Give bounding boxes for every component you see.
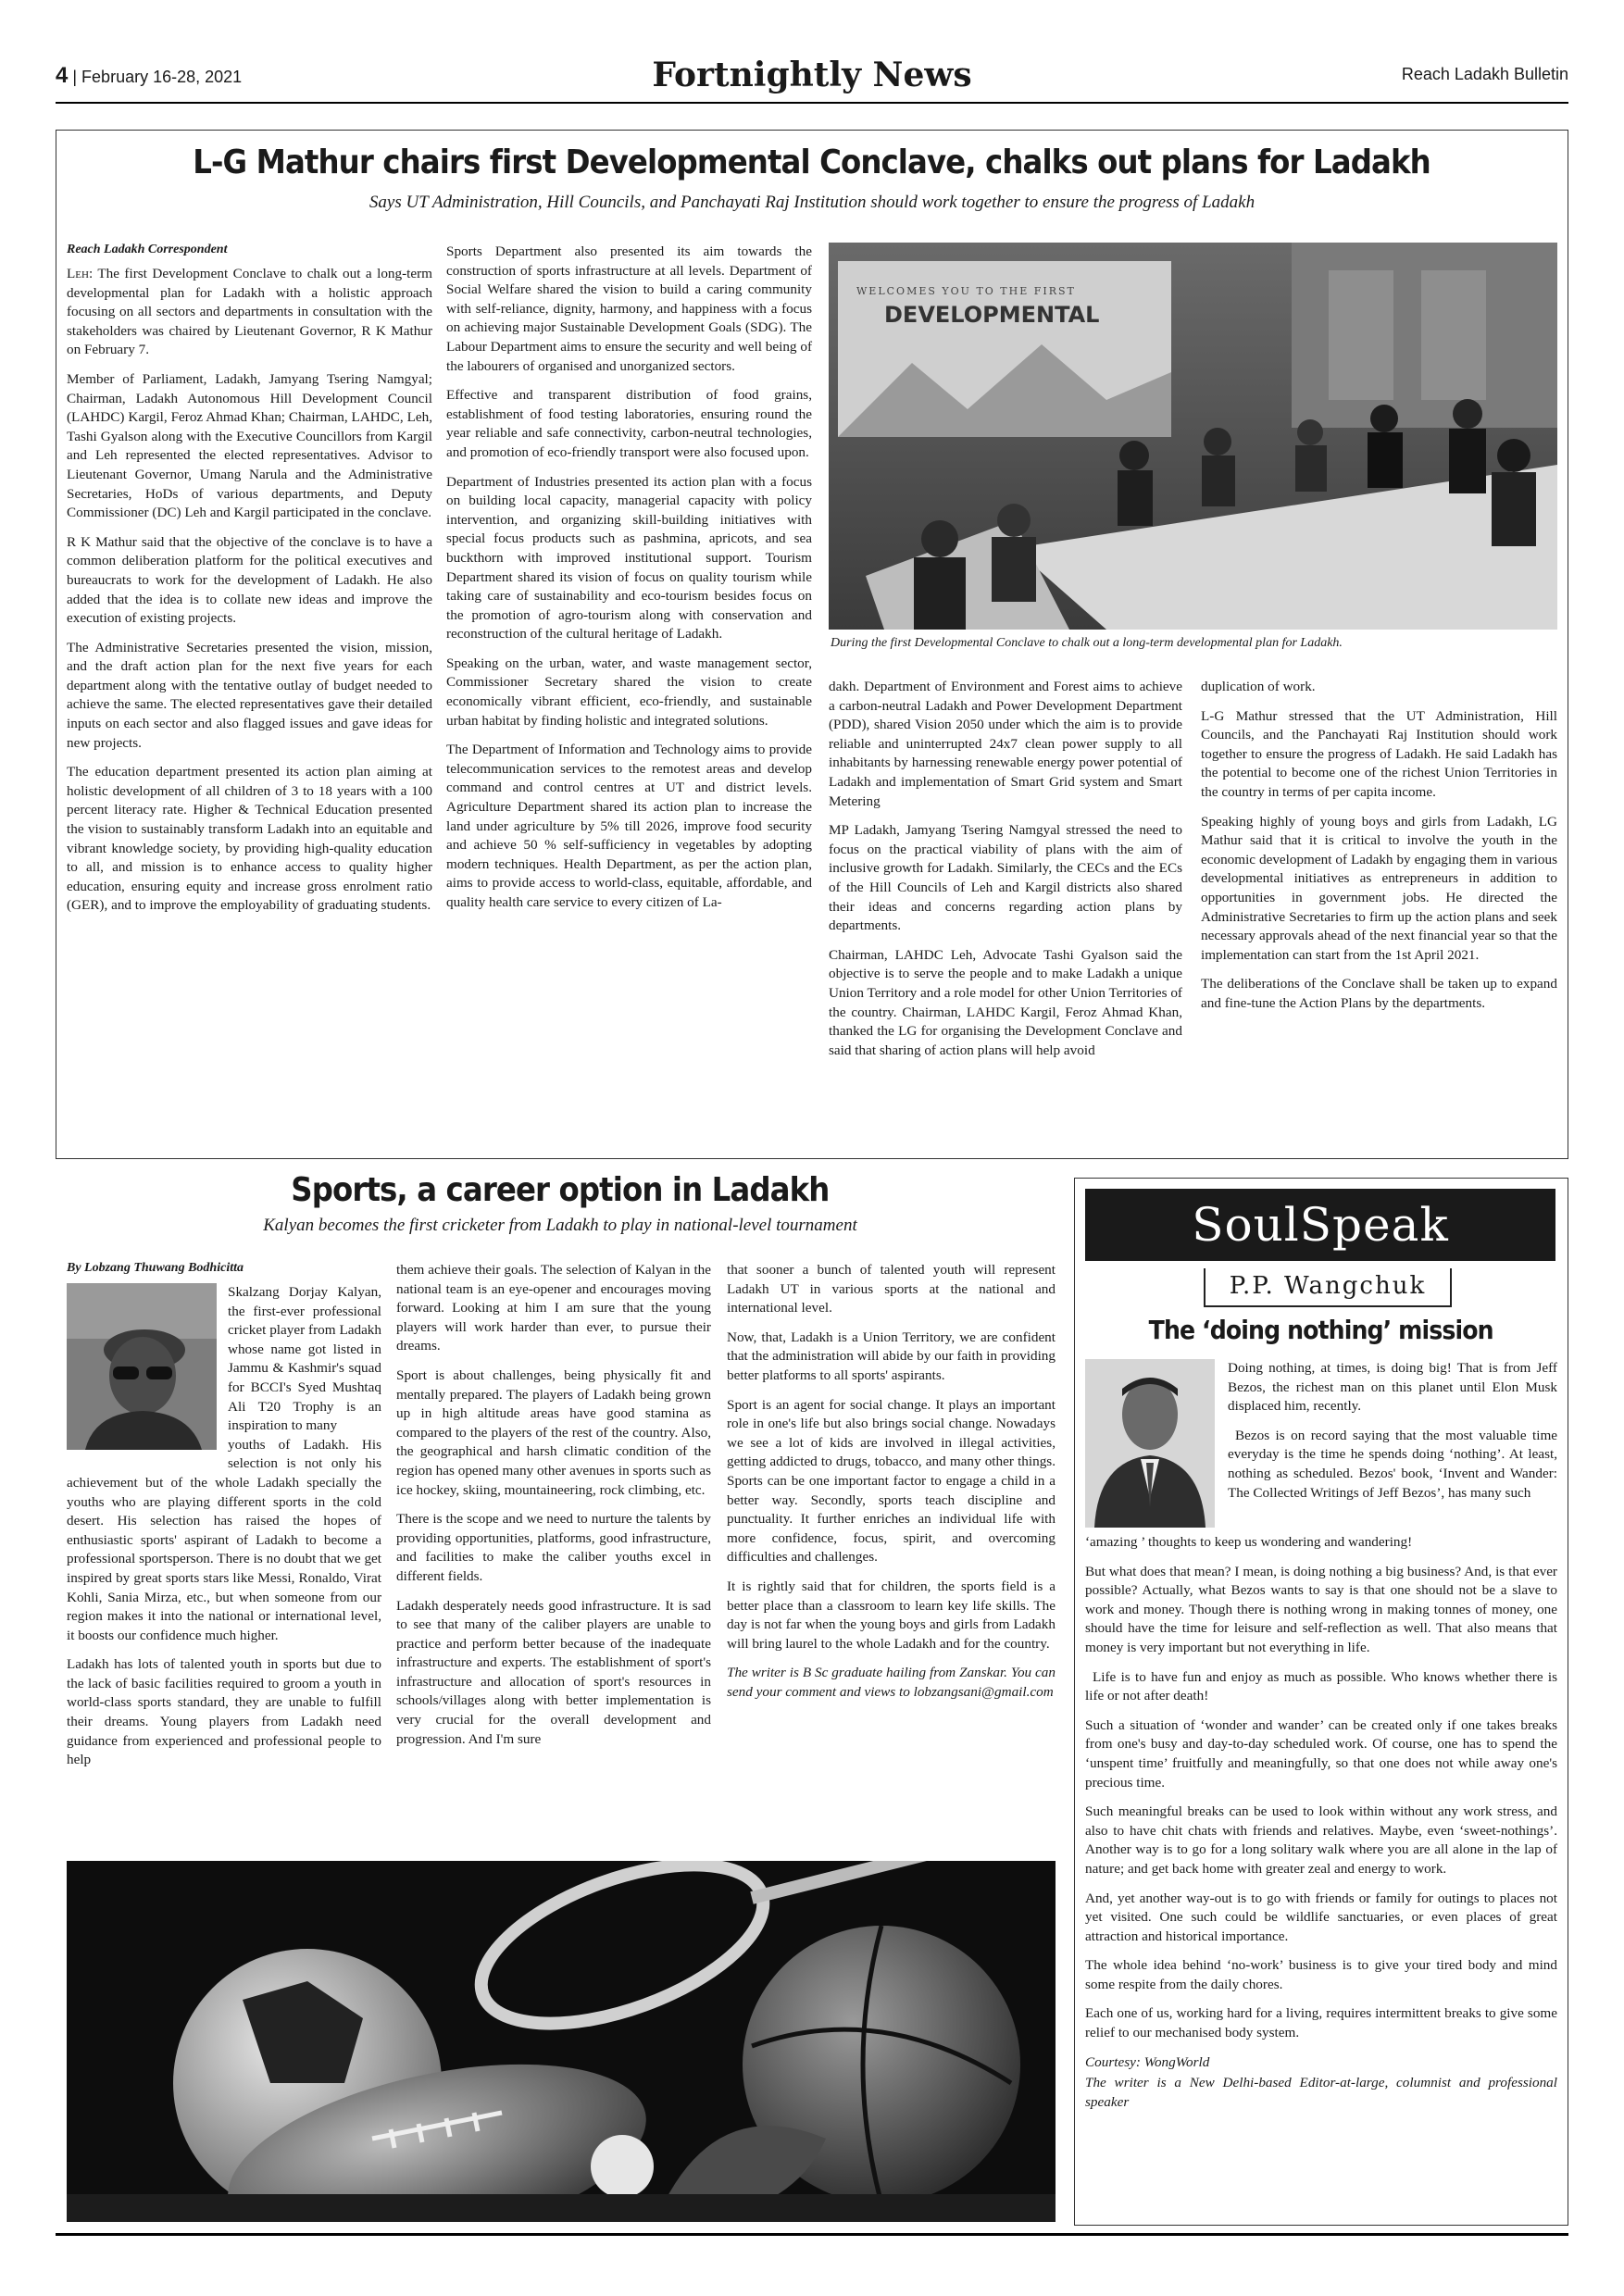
soulspeak-writer-note: The writer is a New Delhi-based Editor-at-large, columnist and professional speaker: [1085, 2075, 1557, 2110]
lead-byline: Reach Ladakh Correspondent: [67, 243, 228, 256]
sports-equipment-photo: [67, 1861, 1056, 2222]
sports-headline: Sports, a career option in Ladakh: [291, 1171, 830, 1209]
lead-para: duplication of work.: [1201, 679, 1316, 694]
sports-headline-wrap: [56, 1171, 1065, 1209]
lead-para: The Department of Information and Technology aims to provide telecommunication services to the remotest areas and develop command and control centres at UT and district levels. Agriculture Department shared its action plan to increase the land under agriculture by 5% till 2026, improve food security and achieve 50 % self-sufficiency in vegetables by adopting modern techniques. Health Department, as per the action plan, aims to provide access to world-class, equitable, affordable, and quality health care service to every citizen of La-: [446, 742, 812, 910]
page-header: [56, 56, 1568, 98]
soulspeak-title-wrap: [1074, 1315, 1568, 1345]
sports-para: youths of Ladakh. His selection is not only his achievement but of the whole Ladakh specially the youths who are playing different sports in the cold desert. His selection has raised the hopes of enthusiastic sports' aspirant of Ladakh to become a professional sportsperson. There is no doubt that we get inspired by great sports stars like Messi, Ronaldo, Virat Kohli, Sania Mirza, etc., but when someone from our region makes it into the national or international level, it boosts our confidence much higher.: [67, 1436, 381, 1643]
sports-equipment-art: [67, 1861, 1056, 2222]
lead-para: Effective and transparent distribution of food grains, establishment of food testing laboratories, ensuring round the year reliable and safe connectivity, carbon-neutral technologies, and promotion of eco-friendly transport were also focused upon.: [446, 387, 812, 460]
banner-big-text: DEVELOPMENTAL: [884, 302, 1100, 328]
page-number: 4: [56, 63, 69, 88]
soulspeak-para: Such meaningful breaks can be used to look within without any work stress, and also to have chit chats with friends and relatives. Maybe, even ‘sweet-nothings’. Another way is to go for a long solitary walk where you are all alone in the lap of nature; and get back home with greater zeal and energy to work.: [1085, 1803, 1557, 1877]
sports-para: There is the scope and we need to nurture the talents by providing opportunities, platforms, good infrastructure, and facilities to make the caliber youths excel in different fields.: [396, 1511, 711, 1584]
lead-subhead: Says UT Administration, Hill Councils, and Panchayati Raj Institution should work together to ensure the progress of Ladakh: [369, 193, 1255, 212]
lead-para: dakh. Department of Environment and Forest aims to achieve a carbon-neutral Ladakh and Power Development Department (PDD), shared Vision 2050 under which the aim is to provide reliable and uninterrupted 24x7 clean power supply to all inhabitants by harnessing renewable energy power potential of Ladakh and implementation of Smart Grid system and Smart Metering: [829, 679, 1182, 809]
sports-wrap-para: Skalzang Dorjay Kalyan, the first-ever professional cricket player from Ladakh whose name got listed in Jammu & Kashmir's squad for BCCI's Syed Mushtaq Ali T20 Trophy is an inspiration to many: [228, 1284, 381, 1434]
conclave-photo: [829, 243, 1557, 630]
lead-para: Speaking highly of young boys and girls from Ladakh, LG Mathur said that it is critical to involve the youth in the economic development of Ladakh by engaging them in various developmental initiatives as entrepreneurs in addition to opportunities in government jobs. He directed the Administrative Secretaries to firm up the action plans and seek necessary approvals ahead of the next financial year so that the implementation can start from the 1st April 2021.: [1201, 813, 1557, 963]
lead-headline-wrap: [56, 144, 1568, 181]
soulspeak-para: ‘amazing ’ thoughts to keep us wondering and wandering!: [1085, 1534, 1413, 1550]
dateline: Leh:: [67, 266, 94, 281]
soulspeak-courtesy: Courtesy: WongWorld: [1085, 2053, 1210, 2070]
publication-name: Reach Ladakh Bulletin: [1401, 65, 1568, 83]
kalyan-portrait: [67, 1283, 217, 1450]
soulspeak-para: But what does that mean? I mean, is doing nothing a big business? And, is that ever possible? Actually, what Bezos wants to say is that one should not be a slave to work and money. Though there is nothing wrong in making tonnes of money, one should have the time for leisure and self-reflection as well. That also means that money is very important but not everything in life.: [1085, 1563, 1557, 1655]
sports-para: It is rightly said that for children, the sports field is a better place than a classroom to learn key life skills. The day is not far when the young boys and girls from Ladakh will bring laurel to the whole Ladakh and for the country.: [727, 1578, 1056, 1652]
soulspeak-wrap-para: Doing nothing, at times, is doing big! That is from Jeff Bezos, the richest man on this planet until Elon Musk displaced him, recently.: [1228, 1360, 1557, 1415]
sports-para: Now, that, Ladakh is a Union Territory, we are confident that the administration will abide by our faith in providing better platforms to all sports' aspirants.: [727, 1329, 1056, 1383]
sports-col-2: [396, 1261, 711, 1759]
lead-para: Department of Industries presented its action plan with a focus on building local capacity, managerial capacity with policy intervention, and organizing skill-building initiatives with special focus products such as pashmina, apricots, and sea buckthorn with improved institutional support. Tourism Department shared its vision of focus on quality tourism while taking care of sustainability and eco-tourism besides focus on the promotion of agro-tourism along with conservation and reconstruction of the cultural heritage of Ladakh.: [446, 473, 812, 643]
soulspeak-para: Life is to have fun and enjoy as much as possible. Who knows whether there is life or not after death!: [1085, 1668, 1557, 1704]
sports-para: them achieve their goals. The selection of Kalyan in the national team is an eye-opener and encourages moving forward. Looking at him I am sure that the young players will work harder than ever, to pursue their dreams.: [396, 1262, 711, 1354]
sports-para: Ladakh desperately needs good infrastructure. It is sad to see that many of the caliber players are unable to practice and perform better because of the inadequate infrastructure and experts. The establishment of sport's infrastructure and allocation of sport's resources in schools/villages along with better implementation is very crucial for the overall development and progression. And I'm sure: [396, 1597, 711, 1747]
lead-col-2: [446, 243, 812, 923]
sports-subhead: Kalyan becomes the first cricketer from Ladakh to play in national-level tournament: [263, 1216, 857, 1235]
lead-para: R K Mathur said that the objective of the conclave is to have a common deliberation platform for the political executives and bureaucrats to work for the development of Ladakh. He also added that the idea is to collate new ideas and improve the execution of existing projects.: [67, 533, 432, 627]
lead-para: The education department presented its action plan aiming at holistic development of all children of 3 to 18 years with a 100 percent literacy rate. Higher & Technical Education presented the vision to sustainably transform Ladakh into an equitable and vibrant knowledge society, by providing high-quality education to all, and mission is to enhance access to quality higher education, ensuring equity and increase gross enrolment ratio (GER), and to improve the employability of graduating students.: [67, 764, 432, 914]
sports-col-1: [67, 1261, 381, 1780]
soulspeak-para: The whole idea behind ‘no-work’ business is to give your tired body and mind some respite from the daily chores.: [1085, 1957, 1557, 1992]
lead-col-1: [67, 243, 432, 926]
lead-para: Member of Parliament, Ladakh, Jamyang Tsering Namgyal; Chairman, Ladakh Autonomous Hill Development Council (LAHDC) Kargil, Feroz Ahmad Khan; Chairman, LAHDC, Leh, Tashi Gyalson along with the Executive Councillors from Kargil and Leh represented the elected representatives. Advisor to Lieutenant Governor, Umang Narula and the Administrative Secretaries, HoDs of various departments, and Deputy Commissioner (DC) Leh and Kargil participated in the conclave.: [67, 370, 432, 521]
lead-para: Sports Department also presented its aim towards the construction of sports infrastructure at all levels. Department of Social Welfare shared the vision to build a caring community with self-reliance, dignity, harmony, and happiness with a focus on achieving major Sustainable Development Goals (SDG). The Labour Department aims to ensure the security and well being of the labourers of organised and unorganized sectors.: [446, 243, 812, 374]
sports-para: that sooner a bunch of talented youth will represent Ladakh UT in various sports at the national and international level.: [727, 1262, 1056, 1316]
footer-rule: [56, 2233, 1568, 2236]
soulspeak-title: The ‘doing nothing’ mission: [1148, 1315, 1494, 1345]
issue-date: | February 16-28, 2021: [72, 68, 243, 86]
header-rule: [56, 102, 1568, 104]
sports-para: Sport is an agent for social change. It plays an important role in one's life but also brings social change. Nowadays we see a lot of kids are involved in illegal activities, getting addicted to drugs, tobacco, and many other things. Sports can be one important factor to engage a child in a better way. Secondly, sports teach discipline and punctuality. It further enriches an individual life with more confidence, focus, spirit, and overcoming difficulties and challenges.: [727, 1396, 1056, 1566]
conclave-photo-caption: During the first Developmental Conclave to chalk out a long-term developmental plan for Ladakh.: [831, 636, 1343, 650]
lead-para: MP Ladakh, Jamyang Tsering Namgyal stressed the need to focus on the practical viability of plans with the aim of inclusive growth for Ladakh. Similarly, the CECs and the ECs of the Hill Councils of Leh and Kargil districts also shared their ideas and concerns regarding action plans by departments.: [829, 822, 1182, 934]
lead-headline: L-G Mathur chairs first Developmental Conclave, chalks out plans for Ladakh: [193, 144, 1431, 181]
sports-col-3: [727, 1261, 1056, 1712]
conclave-photo-art: [829, 243, 1557, 630]
sports-writer-note: The writer is B Sc graduate hailing from Zanskar. You can send your comment and views to lobzangsani@gmail.com: [727, 1665, 1056, 1700]
lead-para: L-G Mathur stressed that the UT Administration, Hill Councils, and the Panchayati Raj Institution should work together to ensure the progress of Ladakh. He said Ladakh has the potential to become one of the richest Union Territories in the country in terms of per capita income.: [1201, 707, 1557, 800]
sports-para: Sport is about challenges, being physically fit and mentally prepared. The players of Ladakh being grown up in high altitude areas have good stamina as compared to the players of the rest of the country. Also, the geographical and harsh climatic condition of the region has opened many other avenues in sports such as ice hockey, skiing, mountaineering, rock climbing, etc.: [396, 1366, 711, 1498]
soulspeak-author: P.P. Wangchuk: [1204, 1268, 1452, 1307]
masthead: Fortnightly News: [652, 56, 972, 94]
soulspeak-body: [1085, 1359, 1557, 2122]
lead-col-4: [1201, 678, 1557, 1024]
soulspeak-para: And, yet another way-out is to go with friends or family for outings to places not yet visited. One such could be wildlife sanctuaries, or even places of great attraction and historical importance.: [1085, 1890, 1557, 1944]
banner-small-text: WELCOMES YOU TO THE FIRST: [856, 285, 1076, 297]
soulspeak-para: Such a situation of ‘wonder and wander’ can be created only if one takes breaks from one's busy and day-to-day scheduled work. Of course, one has to spend the ‘unspent time’ fruitfully and meaningfully, so that one does not while away one's precious time.: [1085, 1716, 1557, 1791]
sports-byline: By Lobzang Thuwang Bodhicitta: [67, 1261, 244, 1275]
lead-para: Leh: The first Development Conclave to chalk out a long-term developmental plan for Ladakh with a holistic approach focusing on all sectors and departments in consultation with the stakeholders was chaired by Lieutenant Governor, R K Mathur on February 7.: [67, 266, 432, 358]
soulspeak-para: Each one of us, working hard for a living, requires intermittent breaks to give some relief to our mechanised body system.: [1085, 2005, 1557, 2041]
soulspeak-wrap-para: Bezos is on record saying that the most valuable time everyday is the time he spends doing ‘nothing’. At least, nothing as scheduled. Bezos' book, ‘Invent and Wander: The Collected Writings of Jeff Bezos’, has many such: [1228, 1427, 1557, 1501]
sports-para: Ladakh has lots of talented youth in sports but due to the lack of basic facilities required to groom a youth in world-class sports standard, they are unable to fulfill their dreams. Young players from Ladakh need guidance from experienced and professional people to help: [67, 1656, 381, 1768]
lead-para: The Administrative Secretaries presented the vision, mission, and the draft action plan for the next five years for each department along with the tentative outlay of budget needed to achieve the same. The elected representatives gave their detailed inputs on each sector and also flagged issues and gave ideas for new projects.: [67, 639, 432, 751]
kalyan-portrait-art: [67, 1283, 217, 1450]
soulspeak-brand: SoulSpeak: [1085, 1189, 1555, 1261]
lead-col-3: [829, 678, 1182, 1070]
author-portrait-art: [1085, 1359, 1215, 1528]
lead-para: Speaking on the urban, water, and waste management sector, Commissioner Secretary shared the vision to create economically vibrant efficient, eco-friendly, and sustainable urban habitat by finding holistic and integrated solutions.: [446, 655, 812, 729]
lead-para: The deliberations of the Conclave shall be taken up to expand and fine-tune the Action Plans by the departments.: [1201, 976, 1557, 1011]
author-portrait: [1085, 1359, 1215, 1528]
lead-para: Chairman, LAHDC Leh, Advocate Tashi Gyalson said the objective is to serve the people and to make Ladakh a unique Union Territory and a role model for other Union Territories of the country. Chairman, LAHDC Kargil, Feroz Ahmad Khan, thanked the LG for organising the Development Conclave and said that sharing of action plans will help avoid: [829, 946, 1182, 1058]
